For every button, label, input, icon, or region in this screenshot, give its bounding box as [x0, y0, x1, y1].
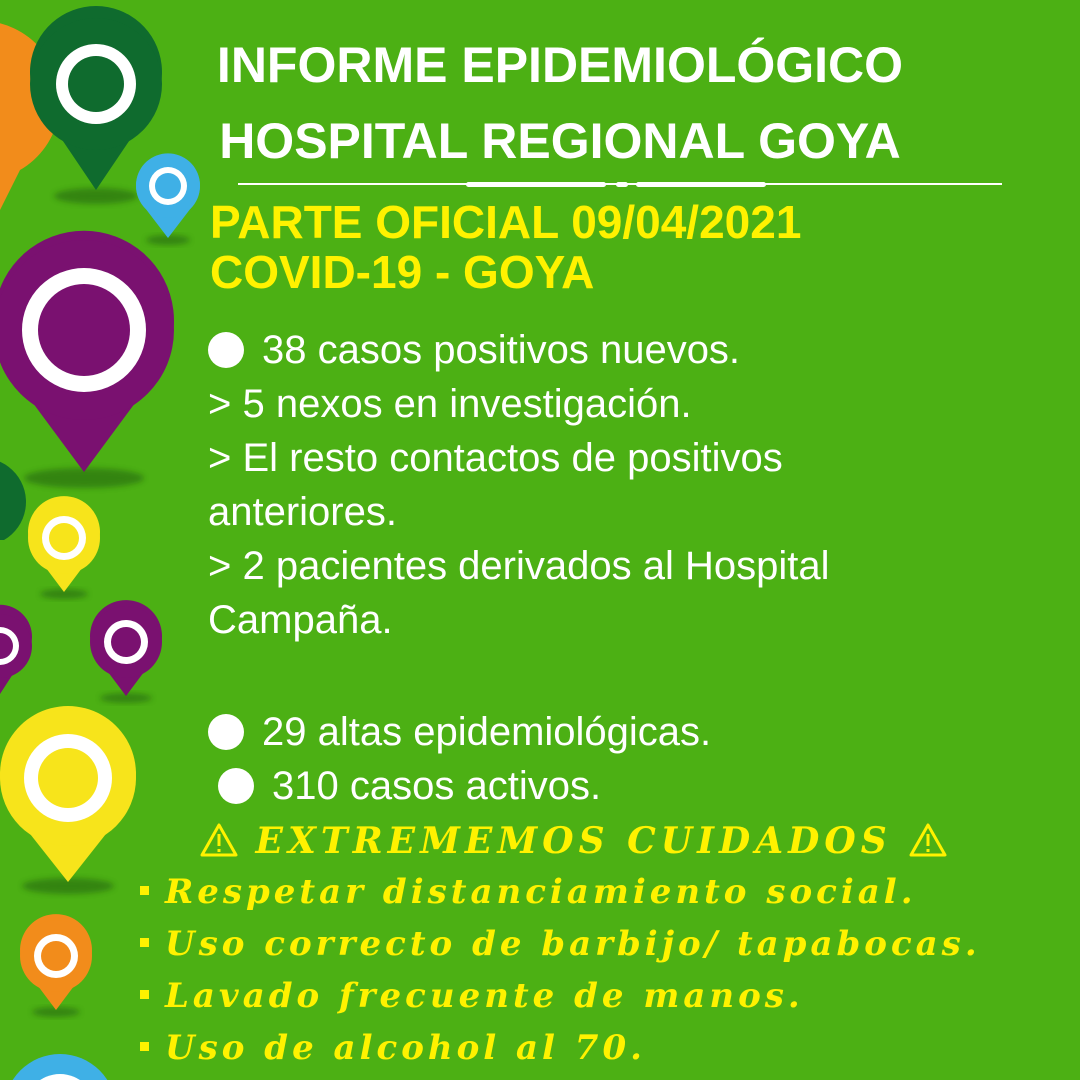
care-item: Respetar distanciamiento social.	[140, 872, 917, 912]
care-item: Uso de alcohol al 70.	[140, 1028, 646, 1068]
bullet-dot-icon	[208, 714, 244, 750]
warning-banner	[200, 820, 947, 862]
care-item: Lavado frecuente de manos.	[140, 976, 804, 1016]
bullet-square-icon	[140, 886, 149, 895]
location-pin-icon	[4, 1054, 116, 1080]
bullet-square-icon	[140, 990, 149, 999]
warning-icon	[200, 823, 238, 857]
title-separator	[238, 182, 1002, 186]
report-date: PARTE OFICIAL 09/04/2021	[210, 196, 802, 248]
location-pin-icon	[0, 231, 174, 488]
discharges-line	[208, 710, 711, 754]
detail-line-3b: Campaña.	[208, 598, 393, 642]
title-line-1: INFORME EPIDEMIOLÓGICO	[216, 37, 904, 93]
bullet-square-icon	[140, 1042, 149, 1051]
new-cases-line	[208, 328, 740, 372]
location-pin-icon	[28, 496, 100, 599]
warning-text: EXTREMEMOS CUIDADOS	[255, 820, 892, 862]
care-item: Uso correcto de barbijo/ tapabocas.	[140, 924, 981, 964]
detail-line-2b: anteriores.	[208, 490, 397, 534]
location-pin-icon	[20, 914, 92, 1017]
detail-line-1: > 5 nexos en investigación.	[208, 382, 692, 426]
detail-line-2a: > El resto contactos de positivos	[208, 436, 783, 480]
warning-icon	[909, 823, 947, 857]
location-pin-icon	[0, 458, 26, 540]
discharges-text: 29 altas epidemiológicas.	[262, 710, 712, 754]
bullet-dot-icon	[208, 332, 244, 368]
bullet-dot-icon	[218, 768, 254, 804]
active-cases-text: 310 casos activos.	[272, 764, 602, 808]
location-pin-icon	[0, 605, 32, 694]
new-cases-text: 38 casos positivos nuevos.	[262, 328, 741, 372]
detail-line-3a: > 2 pacientes derivados al Hospital	[208, 544, 830, 588]
report-subject: COVID-19 - GOYA	[210, 246, 595, 298]
location-pin-icon	[90, 600, 162, 703]
bullet-square-icon	[140, 938, 149, 947]
title-line-2: HOSPITAL REGIONAL GOYA	[219, 113, 901, 169]
active-cases-line	[218, 764, 601, 808]
location-pin-icon	[0, 706, 136, 894]
